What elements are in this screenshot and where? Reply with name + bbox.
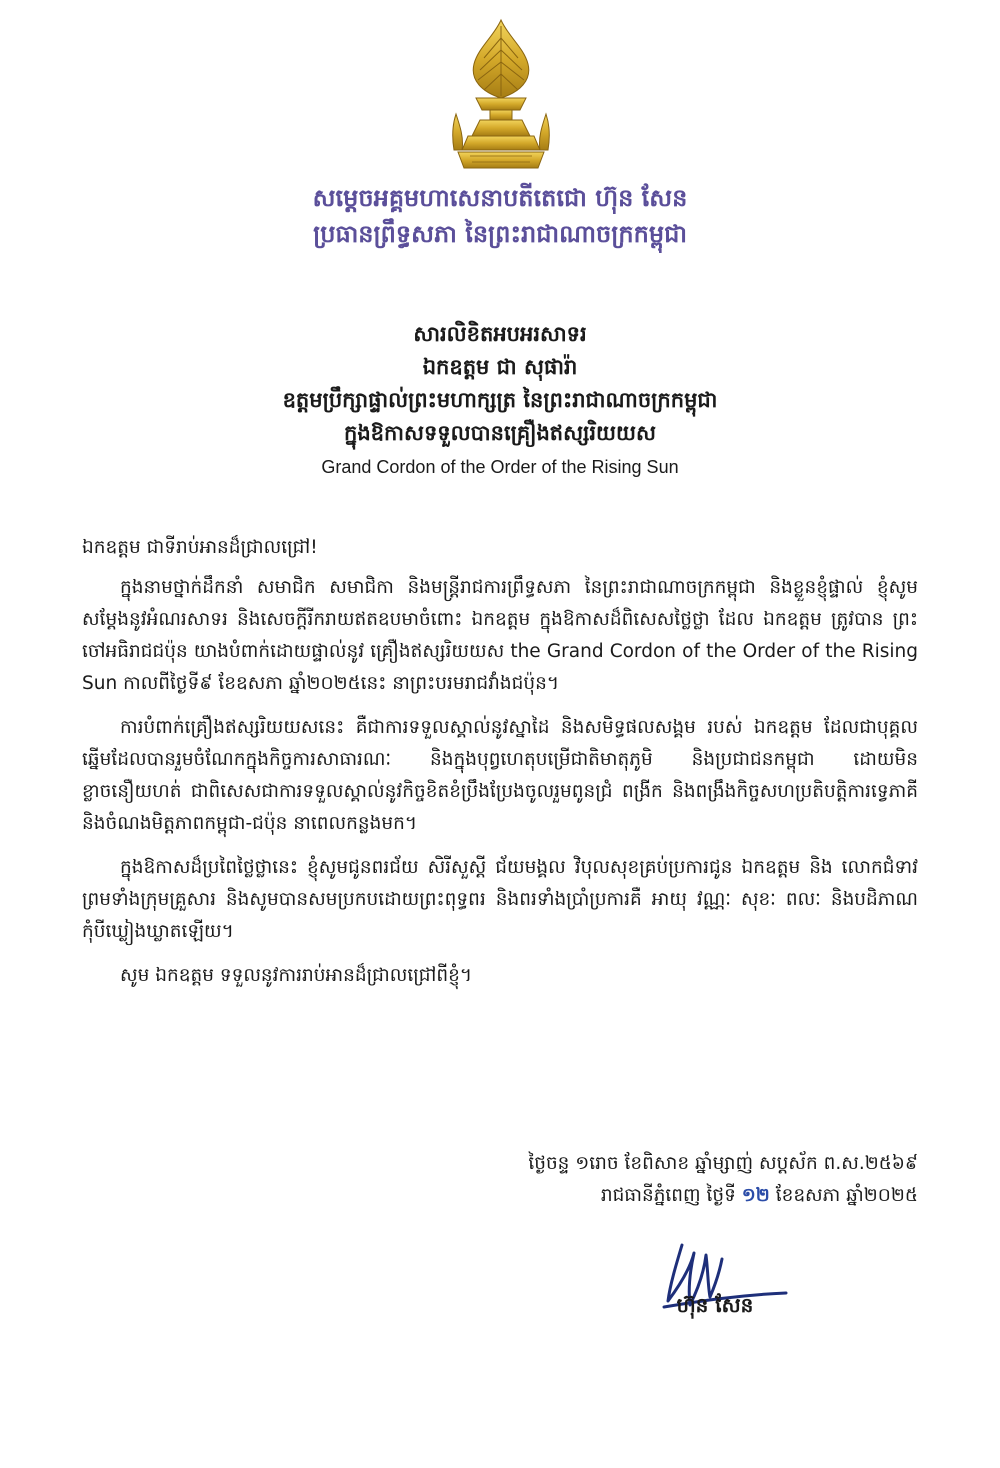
- letter-body: [82, 532, 918, 992]
- paragraph-2: ការបំពាក់គ្រឿងឥស្សរិយយសនេះ គឺជាការទទួលស្គាល់នូវស្នាដៃ និងសមិទ្ធផលសង្គម របស់ ឯកឧត្តម ដែលជាបុគ្គលឆ្នើមដែលបានរួមចំណែកក្នុងកិច្ចការសាធារណៈ និងក្នុងបុព្វហេតុបម្រើជាតិមាតុភូមិ និងប្រជាជនកម្ពុជា ដោយមិនខ្លាចនឿយហត់ ជាពិសេសជាការទទួលស្គាល់នូវកិច្ចខិតខំប្រឹងប្រែងចូលរួមពូនជ្រំ ពង្រីក និងពង្រឹងកិច្ចសហប្រតិបត្តិការទ្វេភាគី និងចំណងមិត្តភាពកម្ពុជា-ជប៉ុន នាពេលកន្លងមក។: [82, 717, 918, 834]
- letterhead: [0, 180, 1000, 252]
- signatory-name: ហ៊ុន សែន: [676, 1293, 754, 1317]
- heading-line-2: ឯកឧត្តម ជា សុផារ៉ា: [422, 355, 578, 379]
- heading-line-4: ក្នុងឱកាសទទួលបានគ្រឿងឥស្សរិយយស: [343, 421, 657, 445]
- sender-name: សម្តេចអគ្គមហាសេនាបតីតេជោ ហ៊ុន សែន: [312, 184, 688, 212]
- solar-date-prefix: រាជធានីភ្នំពេញ ថ្ងៃទី: [600, 1185, 736, 1206]
- letter-heading: [0, 318, 1000, 482]
- heading-line-3: ឧត្តមប្រឹក្សាផ្ទាល់ព្រះមហាក្សត្រ នៃព្រះរាជាណាចក្រកម្ពុជា: [282, 388, 718, 412]
- paragraph-3: ក្នុងឱកាសដ៏ប្រពៃថ្លៃថ្លានេះ ខ្ញុំសូមជូនពរជ័យ សិរីសួស្តី ជ័យមង្គល វិបុលសុខគ្រប់ប្រការជូន ឯកឧត្តម និង លោកជំទាវ ព្រមទាំងក្រុមគ្រួសារ និងសូមបានសមប្រកបដោយព្រះពុទ្ធពរ និងពរទាំងប្រាំប្រការគឺ អាយុ វណ្ណៈ សុខៈ ពលៈ និងបដិភាណ កុំបីឃ្លៀងឃ្លាតឡើយ។: [82, 857, 918, 942]
- solar-day: ១២: [741, 1185, 770, 1206]
- sender-title: ប្រធានព្រឹទ្ធសភា នៃព្រះរាជាណាចក្រកម្ពុជា: [313, 220, 687, 248]
- solar-date-suffix: ខែឧសភា ឆ្នាំ២០២៥: [775, 1185, 918, 1206]
- paragraph-1: ក្នុងនាមថ្នាក់ដឹកនាំ សមាជិក សមាជិកា និងមន្ត្រីរាជការព្រឹទ្ធសភា នៃព្រះរាជាណាចក្រកម្ពុជា និងខ្លួនខ្ញុំផ្ទាល់ ខ្ញុំសូមសម្តែងនូវអំណរសាទរ និងសេចក្តីរីករាយឥតឧបមាចំពោះ ឯកឧត្តម ក្នុងឱកាសដ៏ពិសេសថ្លៃថ្លា ដែល ឯកឧត្តម ត្រូវបាន ព្រះចៅអធិរាជជប៉ុន យាងបំពាក់ដោយផ្ទាល់នូវ គ្រឿងឥស្សរិយយស the Grand Cordon of the Order of the Rising Sun កាលពីថ្ងៃទី៩ ខែឧសភា ឆ្នាំ២០២៥នេះ នាព្រះបរមរាជវាំងជប៉ុន។: [82, 577, 918, 694]
- lunar-date: ថ្ងៃចន្ទ ១រោច ខែពិសាខ ឆ្នាំម្សាញ់ សប្តស័ក ព.ស.២៥៦៩: [528, 1153, 918, 1174]
- heading-line-5: Grand Cordon of the Order of the Rising Sun: [321, 457, 679, 477]
- heading-line-1: សារលិខិតអបអរសាទរ: [413, 322, 587, 346]
- salutation: ឯកឧត្តម ជាទីរាប់អានដ៏ជ្រាលជ្រៅ!: [82, 537, 318, 558]
- solar-date: [398, 1180, 918, 1212]
- senate-emblem-icon: [450, 18, 552, 170]
- date-block: [398, 1148, 918, 1212]
- closing-line: សូម ឯកឧត្តម ទទួលនូវការរាប់អានដ៏ជ្រាលជ្រៅពីខ្ញុំ។: [120, 965, 473, 986]
